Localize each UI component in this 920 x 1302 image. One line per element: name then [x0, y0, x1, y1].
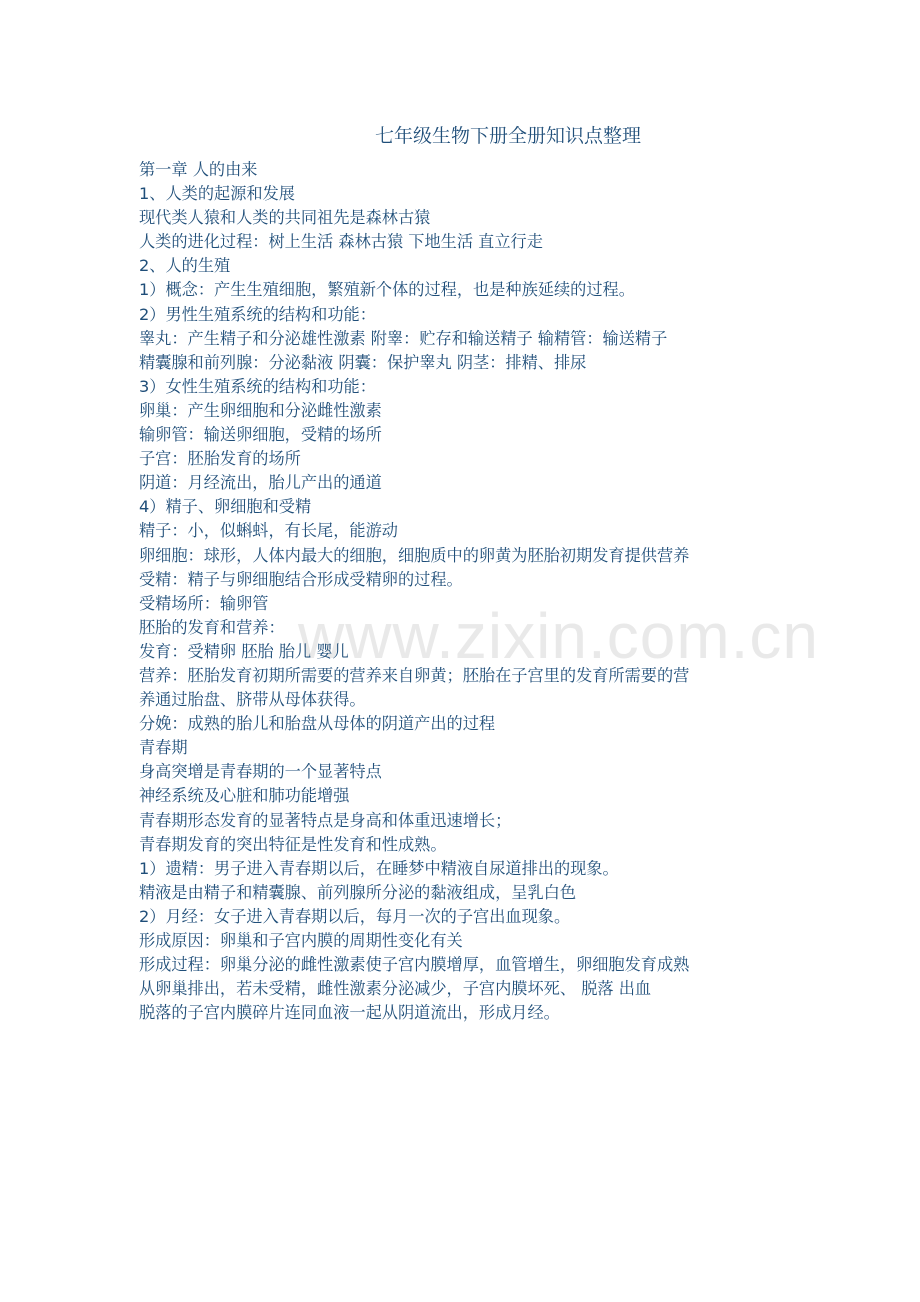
text-line: 胚胎的发育和营养：	[139, 617, 285, 637]
text-line: 2）月经：女子进入青春期以后，每月一次的子宫出血现象。	[139, 906, 571, 926]
text-line: 发育：受精卵 胚胎 胎儿 婴儿	[139, 641, 349, 661]
text-line: 精囊腺和前列腺：分泌黏液 阴囊：保护睾丸 阴茎：排精、排尿	[139, 352, 587, 372]
text-line: 形成原因：卵巢和子宫内膜的周期性变化有关	[139, 931, 463, 950]
text-line: 神经系统及心脏和肺功能增强	[139, 786, 350, 806]
watermark: www.zixin.com.cn	[298, 600, 819, 672]
text-line: 阴道：月经流出，胎儿产出的通道	[139, 473, 382, 493]
text-line: 脱落的子宫内膜碎片连同血液一起从阴道流出，形成月经。	[139, 1003, 560, 1023]
text-line: 精子：小，似蝌蚪，有长尾，能游动	[139, 521, 398, 541]
text-line: 4）精子、卵细胞和受精	[139, 497, 312, 517]
text-line: 养通过胎盘、脐带从母体获得。	[139, 690, 366, 710]
text-line: 精液是由精子和精囊腺、前列腺所分泌的黏液组成，呈乳白色	[139, 882, 577, 902]
text-line: 子宫：胚胎发育的场所	[139, 449, 301, 469]
text-line: 从卵巢排出，若未受精，雌性激素分泌减少，子宫内膜坏死、 脱落 出血	[139, 979, 652, 999]
text-line: 3）女性生殖系统的结构和功能：	[139, 376, 376, 396]
text-line: 输卵管：输送卵细胞，受精的场所	[139, 425, 382, 445]
text-line: 2、人的生殖	[139, 256, 231, 276]
text-line: 青春期	[139, 738, 188, 758]
text-line: 形成过程：卵巢分泌的雌性激素使子宫内膜增厚，血管增生，卵细胞发育成熟	[139, 955, 690, 975]
document-body	[139, 158, 799, 1025]
text-line: 分娩：成熟的胎儿和胎盘从母体的阴道产出的过程	[139, 714, 496, 734]
text-line: 卵巢：产生卵细胞和分泌雌性激素	[139, 400, 382, 420]
document-title: 七年级生物下册全册知识点整理	[374, 125, 641, 147]
text-line: 受精场所：输卵管	[139, 593, 269, 613]
text-line: 青春期发育的突出特征是性发育和性成熟。	[139, 834, 447, 854]
text-line: 现代类人猿和人类的共同祖先是森林古猿	[139, 208, 431, 228]
text-line: 1）遗精：男子进入青春期以后，在睡梦中精液自尿道排出的现象。	[139, 858, 619, 878]
text-line: 卵细胞：球形，人体内最大的细胞，细胞质中的卵黄为胚胎初期发育提供营养	[139, 545, 690, 565]
text-line: 营养：胚胎发育初期所需要的营养来自卵黄；胚胎在子宫里的发育所需要的营	[139, 665, 690, 685]
text-line: 青春期形态发育的显著特点是身高和体重迅速增长；	[139, 810, 512, 830]
text-line: 人类的进化过程：树上生活 森林古猿 下地生活 直立行走	[139, 232, 543, 252]
text-line: 第一章 人的由来	[139, 160, 258, 179]
text-line: 1、人类的起源和发展	[139, 184, 295, 204]
text-line: 受精：精子与卵细胞结合形成受精卵的过程。	[139, 569, 463, 589]
text-line: 2）男性生殖系统的结构和功能：	[139, 304, 376, 324]
text-line: 身高突增是青春期的一个显著特点	[139, 762, 382, 782]
text-line: 睾丸：产生精子和分泌雄性激素 附睾：贮存和输送精子 输精管：输送精子	[139, 328, 668, 348]
text-line: 1）概念：产生生殖细胞，繁殖新个体的过程，也是种族延续的过程。	[139, 280, 635, 300]
